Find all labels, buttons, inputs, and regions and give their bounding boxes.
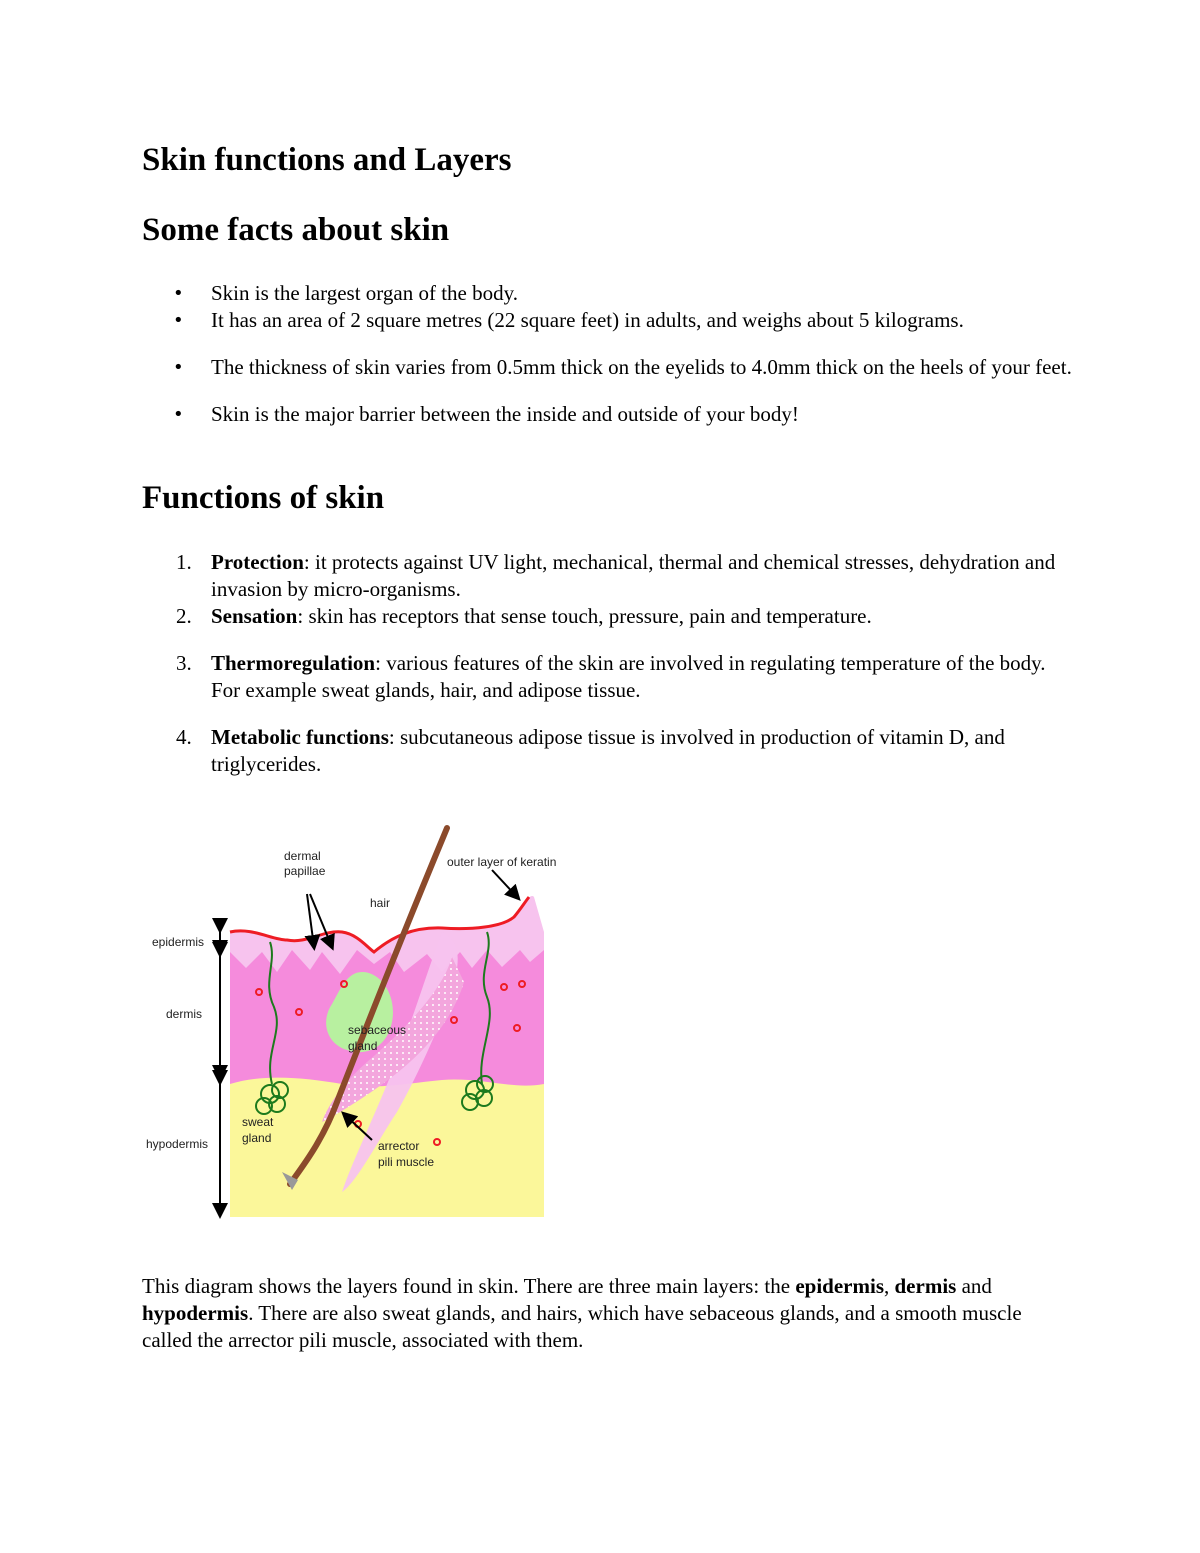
pointer-arrow — [492, 870, 518, 898]
item-number: 2. — [176, 604, 192, 628]
label-dermis: dermis — [166, 1007, 203, 1021]
function-term: Protection — [211, 550, 304, 574]
label-outer-layer: outer layer of keratin — [447, 855, 557, 869]
label-sebaceous: gland — [348, 1039, 378, 1053]
list-item — [142, 724, 1072, 778]
label-hair: hair — [370, 896, 391, 910]
caption-term: dermis — [894, 1274, 957, 1298]
functions-list — [142, 549, 1072, 778]
caption-text: This diagram shows the layers found in skin. There are three main layers: the — [142, 1274, 796, 1298]
function-term: Thermoregulation — [211, 651, 376, 675]
label-dermal-papillae: dermal — [284, 849, 321, 863]
function-term: Metabolic functions — [211, 725, 389, 749]
function-text: : subcutaneous adipose tissue is involved in production of vitamin D, and triglycerides. — [211, 725, 1005, 776]
caption-term: hypodermis — [142, 1301, 249, 1325]
caption-text: , — [884, 1274, 895, 1298]
label-arrector: arrector — [378, 1139, 420, 1153]
caption-term: epidermis — [795, 1274, 884, 1298]
label-sebaceous: sebaceous — [348, 1023, 407, 1037]
caption-text: and — [956, 1274, 992, 1298]
label-sweat-gland: sweat — [242, 1115, 274, 1129]
list-item: • Skin is the major barrier between the inside and outside of your body! — [142, 401, 1072, 428]
skin-layers-diagram — [142, 822, 582, 1222]
function-term: Sensation — [211, 604, 298, 628]
item-number: 4. — [176, 725, 192, 749]
function-text: : it protects against UV light, mechanical, thermal and chemical stresses, dehydration and invasion by micro-organisms. — [211, 550, 1056, 601]
page-title: Skin functions and Layers — [142, 142, 512, 178]
item-number: 1. — [176, 550, 192, 574]
facts-list — [142, 280, 1072, 428]
list-item — [142, 603, 1072, 630]
label-arrector: pili muscle — [378, 1155, 435, 1169]
list-item — [142, 650, 1072, 704]
functions-heading: Functions of skin — [142, 480, 385, 516]
item-number: 3. — [176, 651, 192, 675]
label-sweat-gland: gland — [242, 1131, 272, 1145]
label-dermal-papillae: papillae — [284, 864, 326, 878]
function-text: : various features of the skin are involved in regulating temperature of the body. For example sweat glands, hair, and adipose tissue. — [211, 651, 1046, 702]
list-item: • It has an area of 2 square metres (22 square feet) in adults, and weighs about 5 kilograms. — [142, 307, 1072, 334]
diagram-caption — [142, 1273, 1072, 1354]
list-item — [142, 549, 1072, 603]
function-text: : skin has receptors that sense touch, pressure, pain and temperature. — [297, 604, 872, 628]
facts-heading: Some facts about skin — [142, 212, 450, 248]
label-hypodermis: hypodermis — [146, 1137, 209, 1151]
caption-text: . There are also sweat glands, and hairs, which have sebaceous glands, and a smooth muscle called the arrector pili muscle, associated with them. — [142, 1301, 1022, 1352]
list-item: • The thickness of skin varies from 0.5mm thick on the eyelids to 4.0mm thick on the heels of your feet. — [142, 354, 1072, 381]
list-item: • Skin is the largest organ of the body. — [142, 280, 1072, 307]
label-epidermis: epidermis — [152, 935, 205, 949]
